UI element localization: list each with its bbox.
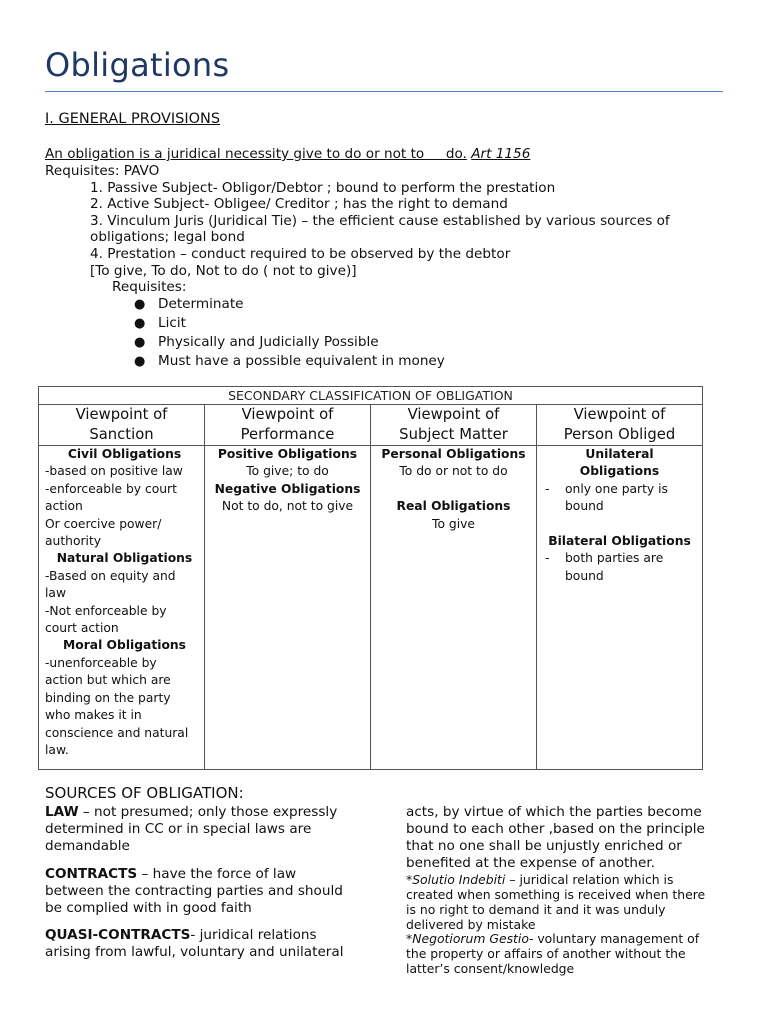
- paragraph-line: latter’s consent/knowledge: [406, 961, 575, 976]
- contracts-term: CONTRACTS: [45, 866, 138, 882]
- list-item-text: both parties are bound: [565, 551, 664, 583]
- natural-obligations-title: Natural Obligations: [56, 551, 193, 566]
- source-contracts: [45, 866, 365, 917]
- definition-article: Art 1156: [471, 146, 531, 162]
- cell-line: conscience and natural: [45, 725, 189, 740]
- paragraph-line: between the contracting parties and should: [45, 883, 343, 899]
- cell-line: To give; to do: [246, 464, 329, 479]
- cell-performance: [205, 446, 371, 770]
- unilateral-title: Unilateral: [585, 447, 654, 461]
- list-item: [537, 550, 702, 585]
- law-term: LAW: [45, 804, 79, 820]
- header-subject-matter: Viewpoint of Subject Matter: [371, 405, 537, 446]
- header-performance: Viewpoint of Performance: [205, 405, 371, 446]
- definition-line: [45, 146, 530, 163]
- cell-line: Or coercive power/: [45, 516, 162, 531]
- paragraph-line: – not presumed; only those expressly: [78, 804, 338, 820]
- paragraph-line: – juridical relation which is: [505, 872, 674, 887]
- cell-line: To do or not to do: [399, 464, 508, 479]
- paragraph-line: acts, by virtue of which the parties become: [406, 804, 702, 820]
- paragraph-line: delivered by mistake: [406, 917, 536, 932]
- requisites-label: Requisites: PAVO: [45, 163, 160, 179]
- requisite-4: 4. Prestation – conduct required to be observed by the debtor: [90, 246, 511, 262]
- solutio-term: *Solutio Indebiti: [406, 872, 506, 887]
- definition-text: An obligation is a juridical necessity give to do or not to do.: [45, 146, 467, 162]
- paragraph-line: – have the force of law: [137, 866, 297, 882]
- paragraph-line: bound to each other ,based on the principle: [406, 821, 705, 837]
- unilateral-title-cont: Obligations: [579, 464, 660, 479]
- cell-line: Not to do, not to give: [221, 499, 354, 514]
- civil-obligations-title: Civil Obligations: [67, 447, 182, 461]
- dash-icon: -: [545, 551, 550, 566]
- cell-sanction: [39, 446, 205, 770]
- source-law: [45, 804, 365, 855]
- paragraph-line: that no one shall be unjustly enriched or: [406, 838, 682, 854]
- negative-obligations-title: Negative Obligations: [214, 481, 361, 496]
- personal-obligations-title: Personal Obligations: [381, 447, 526, 461]
- cell-line: law: [45, 586, 67, 601]
- quasi-contracts-term: QUASI-CONTRACTS: [45, 927, 191, 943]
- list-item-text: Licit: [158, 315, 186, 331]
- page-title: Obligations: [45, 46, 230, 84]
- cell-line: -Not enforceable by: [45, 603, 167, 618]
- list-item-text: only one party is bound: [565, 481, 668, 514]
- list-item-text: Determinate: [158, 296, 244, 312]
- paragraph-line: the property or affairs of another without the: [406, 946, 686, 961]
- paragraph-line: demandable: [45, 838, 130, 854]
- list-item: [134, 314, 186, 333]
- list-item: [537, 481, 702, 516]
- section-heading: I. GENERAL PROVISIONS: [45, 111, 221, 127]
- paragraph-line: be complied with in good faith: [45, 900, 252, 916]
- cell-line: court action: [45, 621, 119, 636]
- bullet-icon: ●: [134, 316, 146, 331]
- requisite-1: 1. Passive Subject- Obligor/Debtor ; bound to perform the prestation: [90, 180, 556, 196]
- cell-line: -enforceable by court: [45, 481, 177, 496]
- list-item: [134, 352, 445, 371]
- requisite-2: 2. Active Subject- Obligee/ Creditor ; has the right to demand: [90, 196, 508, 212]
- cell-line: -unenforceable by: [45, 655, 157, 670]
- quasi-contracts-continued: [406, 804, 726, 872]
- moral-obligations-title: Moral Obligations: [63, 638, 186, 653]
- bullet-icon: ●: [134, 297, 146, 312]
- table-caption: SECONDARY CLASSIFICATION OF OBLIGATION: [39, 387, 703, 405]
- dash-icon: -: [545, 481, 550, 496]
- cell-line: To give: [432, 516, 475, 531]
- cell-line: authority: [45, 534, 102, 549]
- bullet-icon: ●: [134, 354, 146, 369]
- paragraph-line: benefited at the expense of another.: [406, 855, 655, 871]
- paragraph-line: - juridical relations: [190, 927, 317, 943]
- real-obligations-title: Real Obligations: [396, 499, 511, 514]
- cell-subject-matter: [371, 446, 537, 770]
- cell-line: law.: [45, 742, 69, 757]
- cell-line: -based on positive law: [45, 464, 183, 479]
- title-divider: [45, 91, 723, 92]
- sources-title: SOURCES OF OBLIGATION:: [45, 784, 244, 802]
- bullet-icon: ●: [134, 335, 146, 350]
- paragraph-line: arising from lawful, voluntary and unilateral: [45, 944, 344, 960]
- list-item: [134, 333, 379, 352]
- cell-line: who makes it in: [45, 708, 142, 723]
- cell-person-obliged: [537, 446, 703, 770]
- paragraph-line: - voluntary management of: [528, 931, 700, 946]
- list-item-text: Physically and Judicially Possible: [158, 334, 379, 350]
- positive-obligations-title: Positive Obligations: [217, 447, 358, 461]
- negotiorum-gestio: [406, 931, 736, 976]
- header-sanction: Viewpoint of Sanction: [39, 405, 205, 446]
- requisite-3: 3. Vinculum Juris (Juridical Tie) – the efficient cause established by various sources of: [90, 213, 670, 229]
- classification-table: [38, 386, 703, 770]
- cell-line: -Based on equity and: [45, 568, 176, 583]
- requisite-3-cont: obligations; legal bond: [90, 229, 245, 245]
- solutio-indebiti: [406, 872, 736, 932]
- paragraph-line: created when something is received when there: [406, 887, 706, 902]
- cell-line: binding on the party: [45, 690, 171, 705]
- paragraph-line: is no right to demand it and it was unduly: [406, 902, 666, 917]
- list-item: [134, 295, 244, 314]
- paragraph-line: determined in CC or in special laws are: [45, 821, 312, 837]
- list-item-text: Must have a possible equivalent in money: [158, 353, 445, 369]
- cell-line: action: [45, 499, 83, 514]
- source-quasi-contracts: [45, 927, 365, 961]
- cell-line: action but which are: [45, 673, 171, 688]
- bilateral-title: Bilateral Obligations: [548, 534, 691, 549]
- prestation-requisites-label: Requisites:: [112, 279, 187, 295]
- header-person-obliged: Viewpoint of Person Obliged: [537, 405, 703, 446]
- negotiorum-term: *Negotiorum Gestio: [406, 931, 529, 946]
- prestation-kinds: [To give, To do, Not to do ( not to give)]: [90, 263, 357, 279]
